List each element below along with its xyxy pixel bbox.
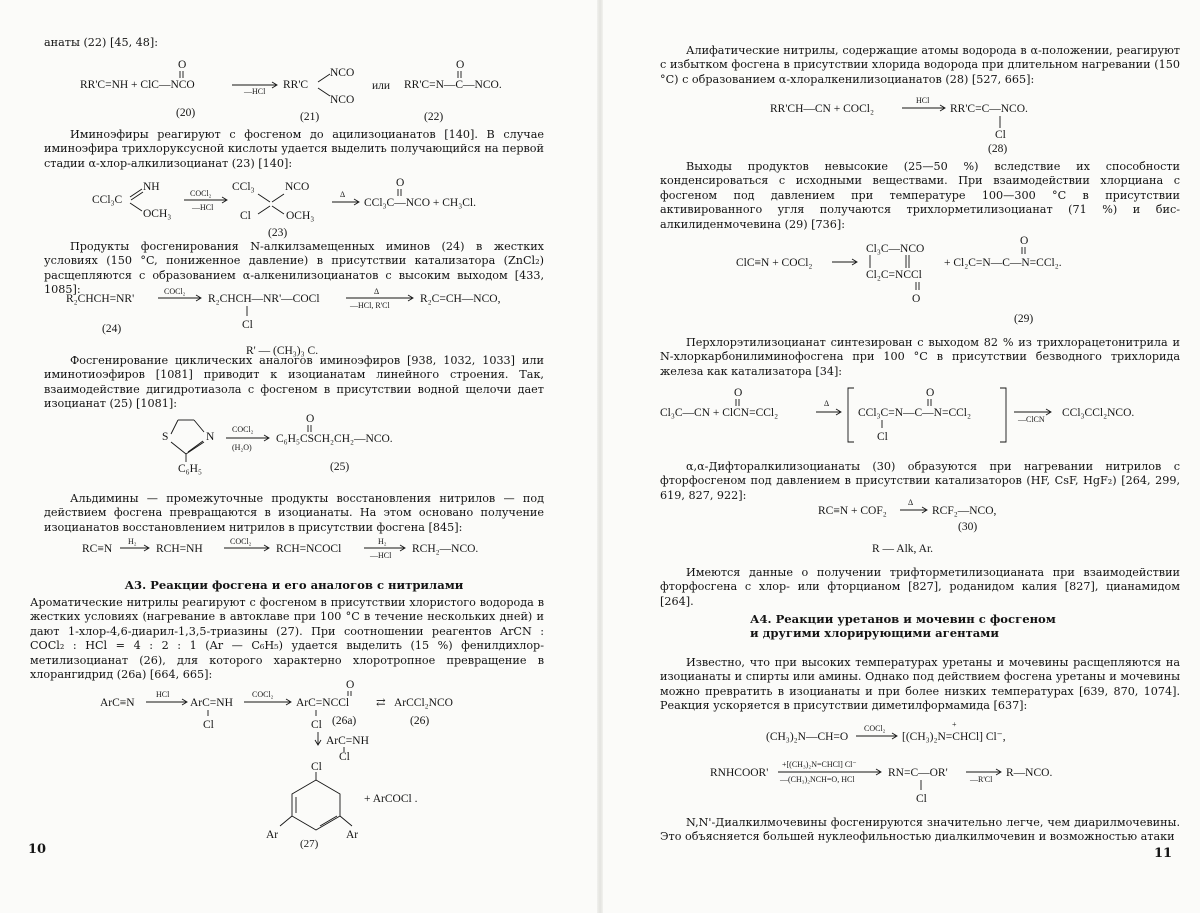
eq7-left: RR'CH—CN + COCl₂ (770, 103, 874, 115)
eq9-left-o: O (734, 387, 743, 399)
eq1-product-b: RR'C=N—C—NCO. (404, 79, 502, 91)
paragraph-aromatic: Ароматические нитрилы реагируют с фосгеном в присутствии хлористого водорода в жестких условиях (нагревание в автоклаве при 100 °C в течение нескольких дней) и дают 1-хлор-4,6-диарил-1,3,5-триазины (27). При соотношении реагентов ArCN : COCl₂ : HCl = 4 : 2 : 1 (Ar — C₆H₅) удается выделить (15 %) фенилдихлор-метилизоцианат (26), для которого характерно хлоротропное превращение в хлорангидрид (26а) [664, 665]: (30, 596, 544, 682)
eq1-or: или (372, 80, 391, 92)
eq2-mid-cl: Cl (240, 210, 251, 222)
eq12-arrow2: —R'Cl (970, 775, 993, 784)
eq4-n-atom: N (206, 431, 215, 443)
eq2-delta: Δ (340, 190, 346, 199)
eq7-num-28: (28) (988, 143, 1008, 155)
eq10-r-def: R — Alk, Ar. (872, 543, 934, 555)
eq8-product-o: O (1020, 235, 1029, 247)
paragraph-ureas: N,N'-Диалкилмочевины фосгенируются значительно легче, чем диарилмочевины. Это объясняется большей нуклеофильностью диалкилмочевин и возможностью атаки (660, 816, 1180, 844)
eq3-r-def: R' — (CH₃)₃ C. (246, 345, 319, 357)
eq4-arrow-top: COCl₂ (232, 425, 254, 434)
eq2-arrow-bottom: —HCl (192, 203, 214, 212)
eq6-s3-o: O (346, 679, 355, 691)
page-number-right: 11 (1154, 846, 1173, 861)
eq6-imine-cl: Cl (339, 751, 350, 763)
eq1-oxygen: O (178, 59, 187, 71)
eq6-s3-cl: Cl (311, 719, 322, 731)
eq2-mid-och3: OCH₃ (286, 210, 315, 222)
eq6-imine: ArC=NH (326, 735, 369, 747)
eq10-left: RC≡N + COF₂ (818, 505, 887, 517)
eq6-num-26a: (26a) (332, 715, 357, 727)
eq9-delta: Δ (824, 399, 830, 408)
eq1-nco-bottom: NCO (330, 94, 355, 106)
eq4-product: C₆H₅CSCH₂CH₂—NCO. (276, 433, 393, 445)
eq2-mid-ccl3: CCl₃ (232, 181, 255, 193)
eq1-num-20: (20) (176, 107, 196, 119)
eq5-a3-bottom: —HCl (370, 551, 392, 560)
equation-10 (600, 496, 1200, 560)
eq8-bottom-row: Cl₂C=NCCl (866, 269, 922, 281)
eq6-s3: ArC=NCCl (296, 697, 350, 709)
eq3-product: R₂C=CH—NCO, (420, 293, 501, 305)
eq7-cl: Cl (995, 129, 1006, 141)
eq8-plus-product: + Cl₂C=N—C—N=CCl₂. (944, 257, 1062, 269)
equation-5 (0, 534, 600, 568)
eq9-intermediate: CCl₃C=N—C—N=CCl₂ (858, 407, 972, 419)
eq3-arrow2-bottom: —HCl, R'Cl (350, 301, 390, 310)
eq6-num-26: (26) (410, 715, 430, 727)
eq8-top-row: Cl₃C—NCO (866, 243, 925, 255)
eq3-num-24: (24) (102, 323, 122, 335)
eq6-s2: ArC=NH (190, 697, 233, 709)
eq7-product: RR'C=C—NCO. (950, 103, 1028, 115)
eq5-s2: RCH=NH (156, 543, 203, 555)
eq4-phenyl: C₆H₅ (178, 463, 202, 475)
equation-8 (600, 232, 1200, 328)
eq6-ar-right: Ar (346, 829, 359, 841)
eq4-arrow-bottom: (H₂O) (232, 443, 252, 452)
eq2-nh: NH (143, 181, 160, 193)
eq11-left: (CH₃)₂N—CH=O (766, 731, 849, 743)
eq1-arrow-label: —HCl (244, 87, 266, 96)
eq10-num-30: (30) (958, 521, 978, 533)
eq10-product: RCF₂—NCO, (932, 505, 997, 517)
page-right (600, 0, 1200, 913)
eq6-a2: COCl₂ (252, 690, 274, 699)
eq7-arrow: HCl (916, 96, 930, 105)
eq11-arrow: COCl₂ (864, 724, 886, 733)
page-number-left: 10 (28, 842, 47, 857)
eq5-a1: H₂ (128, 537, 137, 546)
eq2-product: CCl₃C—NCO + CH₃Cl. (364, 197, 476, 209)
paragraph-top: анаты (22) [45, 48]: (44, 36, 159, 49)
eq1-oxygen-b: O (456, 59, 465, 71)
eq8-oxygen: O (912, 293, 921, 305)
paragraph-difluoro: α,α-Дифторалкилизоцианаты (30) образуются при нагревании нитрилов с фторфосгеном под давлением в присутствии катализаторов (HF, CsF, HgF₂) [264, 299, 619, 827, 922]: (660, 460, 1180, 502)
eq1-product-a: RR'C (283, 79, 309, 91)
eq9-arrow: —ClCN (1018, 415, 1045, 424)
eq9-int-cl: Cl (877, 431, 888, 443)
eq12-arrow-bottom: —(CH₃)₂NCH=O, HCl (780, 775, 855, 784)
eq4-oxygen: O (306, 413, 315, 425)
eq2-mid-nco: NCO (285, 181, 310, 193)
eq3-left: R₂CHCH=NR' (66, 293, 135, 305)
equation-2 (0, 176, 600, 238)
paragraph-yields: Выходы продуктов невысокие (25—50 %) вследствие их способности конденсироваться с исходными веществами. При взаимодействии хлорциана с фосгеном под давлением при температуре 100—300 °C в присутствии активированного угля получаются трихлорметилизоцианат (71 %) и бис-алкилиденмочевина (29) [736]: (660, 160, 1180, 231)
eq11-plus: + (952, 720, 957, 729)
section-heading-a3: А3. Реакции фосгена и его аналогов с нитрилами (124, 578, 464, 592)
eq6-s2-cl: Cl (203, 719, 214, 731)
eq10-delta: Δ (908, 498, 914, 507)
eq4-num-25: (25) (330, 461, 350, 473)
eq1-num-22: (22) (424, 111, 444, 123)
eq2-och3: OCH₃ (143, 208, 172, 220)
section-heading-a4-line2: и другими хлорирующими агентами (750, 626, 999, 640)
paragraph-perchloro: Перхлорэтилизоцианат синтезирован с выходом 82 % из трихлорацетонитрила и N-хлоркарбонилиминофосгена при 100 °C в присутствии безводного трихлорида железа как катализатора [34]: (660, 336, 1180, 378)
section-heading-a4-line1: А4. Реакции уретанов и мочевин с фосгеном (750, 612, 1056, 626)
eq12-mid: RN=C—OR' (888, 767, 948, 779)
paragraph-cyclic: Фосгенирование циклических аналогов иминоэфиров [938, 1032, 1033] или иминотиоэфиров [1081] приводит к изоцианатам линейного строения. Так, взаимодействие дигидротиазола с фосгеном в присутствии водной щелочи дает изоцианат (25) [1081]: (44, 354, 544, 411)
paragraph-aliphatic: Алифатические нитрилы, содержащие атомы водорода в α-положении, реагируют с избытком фосгена в присутствии хлорида водорода при длительном нагревании (150 °C) с образованием α-хлоралкенилизоцианатов (28) [527, 665]: (660, 44, 1180, 86)
eq6-ring-cl: Cl (311, 761, 322, 773)
paragraph-trifluoro: Имеются данные о получении трифторметилизоцианата при взаимодействии фторфосгена с хлор- или фторцианом [827], роданидом калия [827], цианамидом [264]. (660, 566, 1180, 608)
eq3-arrow2-top: Δ (374, 287, 380, 296)
eq6-a1: HCl (156, 690, 170, 699)
equation-3 (0, 284, 600, 360)
eq1-reactant: RR'C=NH + ClC—NCO (80, 79, 195, 91)
eq5-s3: RCH=NCOCl (276, 543, 342, 555)
eq6-s4: ArCCl₂NCO (394, 697, 453, 709)
eq9-product: CCl₃CCl₂NCO. (1062, 407, 1135, 419)
eq12-product: R—NCO. (1006, 767, 1053, 779)
eq5-a2: COCl₂ (230, 537, 252, 546)
eq6-s1: ArC≡N (100, 697, 135, 709)
eq12-arrow-top: +[(CH₃)₂N=CHCl] Cl⁻ (782, 760, 857, 769)
equation-12 (600, 752, 1200, 812)
eq5-s1: RC≡N (82, 543, 113, 555)
eq12-mid-cl: Cl (916, 793, 927, 805)
eq2-arrow-top: COCl₂ (190, 189, 212, 198)
eq2-num-23: (23) (268, 227, 288, 239)
equation-9 (600, 382, 1200, 452)
eq9-left: Cl₃C—CN + ClCN=CCl₂ (660, 407, 779, 419)
eq6-num-27: (27) (300, 838, 319, 850)
eq2-left: CCl₃C (92, 194, 123, 206)
equation-6 (0, 679, 600, 844)
eq6-ar-left: Ar (266, 829, 279, 841)
eq3-arrow1: COCl₂ (164, 287, 186, 296)
eq1-nco-top: NCO (330, 67, 355, 79)
eq5-s4: RCH₂—NCO. (412, 543, 479, 555)
eq6-equilibrium: ⇄ (376, 697, 386, 709)
paragraph-phosgenation-imines: Продукты фосгенирования N-алкилзамещенных иминов (24) в жестких условиях (150 °C, пониженное давление) в присутствии катализатора (ZnCl₂) расщепляются с образованием α-алкенилизоцианатов с высоким выходом [433, 1085]: (44, 240, 544, 297)
paragraph-aldimines: Альдимины — промежуточные продукты восстановления нитрилов — под действием фосгена превращаются в изоцианаты. На этом основано получение изоцианатов восстановлением нитрилов в присутствии фосгена [845]: (44, 492, 544, 534)
equation-7 (600, 92, 1200, 156)
eq9-int-o: O (926, 387, 935, 399)
eq3-cl: Cl (242, 319, 253, 331)
eq8-num-29: (29) (1014, 313, 1034, 325)
equation-1 (0, 52, 600, 122)
eq6-byproduct: + ArCOCl . (364, 793, 418, 805)
eq4-s-atom: S (162, 431, 169, 443)
equation-4 (0, 412, 600, 482)
eq2-oxygen: O (396, 177, 405, 189)
eq1-num-21: (21) (300, 111, 320, 123)
eq11-product: [(CH₃)₂N=CHCl] Cl⁻, (902, 731, 1006, 743)
eq3-mid: R₂CHCH—NR'—COCl (208, 293, 320, 305)
eq5-a3-top: H₂ (378, 537, 387, 546)
equation-11 (600, 716, 1200, 750)
eq12-left: RNHCOOR' (710, 767, 769, 779)
paragraph-urethanes: Известно, что при высоких температурах уретаны и мочевины расщепляются на изоцианаты и спирты или амины. Однако под действием фосгена уретаны и мочевины можно превратить в изоцианаты и при более низких температурах [639, 870, 1074]. Реакция ускоряется в присутствии диметилформамида [637]: (660, 656, 1180, 713)
paragraph-iminoesters: Иминоэфиры реагируют с фосгеном до ацилизоцианатов [140]. В случае иминоэфира трихлоруксусной кислоты удается выделить получающийся на первой стадии α-хлор-алкилизоцианат (23) [140]: (44, 128, 544, 170)
eq8-left: ClC≡N + COCl₂ (736, 257, 813, 269)
